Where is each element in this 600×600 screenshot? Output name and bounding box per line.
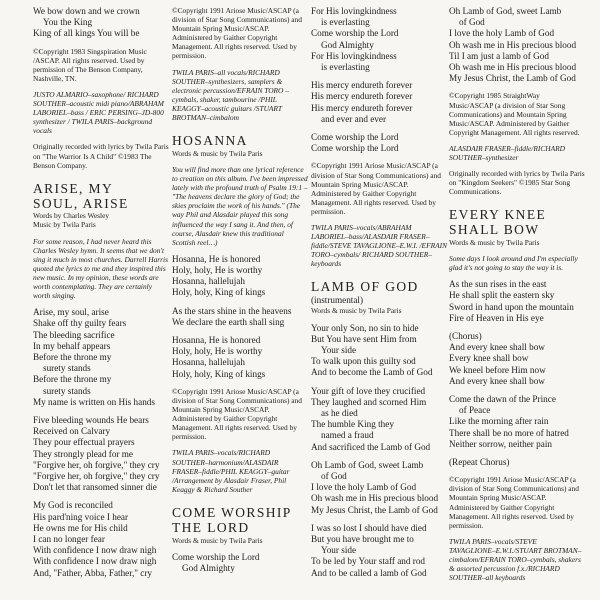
lyric-line: Come worship the Lord (311, 132, 399, 143)
spacer (33, 493, 169, 500)
spacer (311, 453, 447, 460)
lyric-line: My Jesus Christ, the Lamb of God (449, 73, 576, 84)
lyric-line: named a fraud (321, 430, 374, 441)
lyric-line: Oh wash me in His precious blood (311, 493, 439, 504)
lyric-line: His pard'ning voice I hear (33, 511, 129, 522)
credits-note: TWILA PARIS–vocals/STEVE TAVAGLIONE–E.W.I./STUART BROTMAN–cimbalom/EFRAIN TORO–cymbals, shakers & assorted percussion f.x./RICHARD SOUTHER–all keyboards (449, 536, 582, 583)
spacer (33, 170, 169, 182)
spacer (449, 162, 585, 169)
lyric-line: To be led by Your staff and rod (311, 556, 426, 567)
lyric-line: Sword in hand upon the mountain (449, 301, 574, 312)
spacer (172, 545, 308, 552)
lyric-line: Come the dawn of the Prince (449, 394, 556, 405)
lyric-line: (instrumental) (311, 295, 364, 306)
lyric-line: I love the holy Lamb of God (311, 482, 417, 493)
lyric-line: Til I am just a lamb of God (449, 50, 549, 61)
lyric-line: As the stars shine in the heavens (172, 305, 292, 316)
lyric-line: I was so lost I should have died (311, 522, 427, 533)
copyright-note: ©Copyright 1991 Ariose Music/ASCAP (a division of Star Song Communications) and Mountain Spring Music/ASCAP. Administered by Gaither Copyright Management. All rights reserved. Used by permission. (311, 161, 441, 216)
song-title: ARISE, MY (33, 180, 114, 196)
spacer (449, 387, 585, 394)
lyric-line: Holy, holy, King of kings (172, 368, 266, 379)
lyric-line: Every knee shall bow (449, 353, 529, 364)
spacer (172, 247, 308, 254)
spacer (449, 468, 585, 475)
lyric-line: Oh wash me in His precious blood (449, 39, 577, 50)
credits-note: For some reason, I had never heard this Charles Wesley hymn. It seems that we don't sing it much in most churches. Darrell Harris quoted the lyrics to me and they inspired this new music. In my opinion, these words are worth contemplating. They are certainly worth singing. (33, 236, 168, 301)
spacer (449, 84, 585, 91)
lyric-line: And, "Father, Abba, Father," cry (33, 567, 153, 578)
lyric-line: Holy, holy, He is worthy (172, 265, 263, 276)
song-title: THE LORD (172, 519, 250, 535)
lyric-line: And every knee shall bow (449, 342, 545, 353)
lyric-line: And sacrificed the Lamb of God (311, 441, 431, 452)
lyric-line: as he died (321, 407, 358, 418)
credits-note: Some days I look around and I'm especially glad it's not going to stay the way it is. (449, 254, 578, 273)
spacer (449, 530, 585, 537)
spacer (33, 40, 169, 47)
credits-note: TWILA PARIS–all vocals/RICHARD SOUTHER–synthesizers, samplers & electronic percussion/EFRAIN TORO –cymbals, shaker, tambourine /PHIL KEAGGY–acoustic guitars /STUART BROTMAN–cimbalom (172, 67, 289, 123)
lyric-line: Arise, my soul, arise (33, 307, 109, 318)
lyric-line: Neither sorrow, neither pain (449, 438, 552, 449)
song-title: LAMB OF GOD (311, 279, 419, 295)
lyric-line: Oh Lamb of God, sweet Lamb (311, 459, 424, 470)
lyric-line: Five bleeding wounds He bears (33, 415, 149, 425)
credits-note: JUSTO ALMARIO–saxophone/ RICHARD SOUTHER–acoustic midi piano/ABRAHAM LABORIEL–bass / ERIC PERSING–JD-800 synthesizer / TWILA PARIS–background vocals (33, 89, 164, 136)
lyric-line: surety stands (43, 363, 91, 374)
lyric-line: is everlasting (321, 62, 370, 73)
spacer (172, 380, 308, 387)
lyric-line: We declare the earth shall sing (172, 316, 285, 327)
lyric-line: The humble King they (311, 419, 394, 430)
song-title: COME WORSHIP (172, 504, 292, 520)
lyric-line: and ever and ever (321, 113, 387, 124)
spacer (33, 408, 169, 415)
lyric-line: Come worship the Lord (311, 143, 399, 154)
spacer (449, 324, 585, 331)
lyric-line: surety stands (43, 385, 91, 396)
copyright-note: Music by Twila Paris (33, 220, 96, 230)
column-1 (33, 6, 169, 579)
lyric-line: Your side (321, 545, 357, 556)
copyright-note: ©Copyright 1991 Ariose Music/ASCAP (a division of Star Song Communications) and Mountain Spring Music/ASCAP. Administered by Gaither Copyright Management. All rights reserved. Used by permission. (172, 6, 302, 61)
lyric-line: Hosanna, He is honored (172, 335, 261, 346)
lyric-line: The bleeding sacrifice (33, 329, 115, 340)
lyric-line: You the King (43, 17, 93, 28)
lyric-line: And every knee shall bow (449, 375, 545, 386)
song-title: SOUL, ARISE (33, 195, 129, 211)
copyright-note: ©Copyright 1991 Ariose Music/ASCAP (a division of Star Song Communications) and Mountain Spring Music/ASCAP. Administered by Gaither Copyright Management. All rights reserved. Used by permission. (449, 475, 579, 530)
lyric-line: There shall be no more of hatred (449, 427, 569, 438)
lyric-line: God Almighty (182, 562, 235, 573)
spacer (311, 125, 447, 132)
lyric-line: I love the holy Lamb of God (449, 28, 555, 39)
spacer (33, 300, 169, 307)
lyric-line: "Forgive her, oh forgive," they cry (33, 471, 160, 482)
lyric-line: Hosanna, He is honored (172, 253, 261, 264)
spacer (311, 73, 447, 80)
lyric-line: My Jesus Christ, the Lamb of God (311, 504, 438, 515)
spacer (311, 316, 447, 323)
copyright-note: ©Copyright 1985 StraightWay Music/ASCAP (a division of Star Song Communications) and Mountain Spring Music/ASCAP. Administered by Gaither Copyright Management. All rights reserved. (449, 91, 580, 137)
lyric-line: King of all kings You will be (33, 28, 140, 39)
spacer (33, 135, 169, 142)
lyric-line: But you have brought me to (311, 534, 414, 545)
lyric-line: As the sun rises in the east (449, 279, 547, 290)
lyric-line: Hosanna, hallelujah (172, 276, 245, 287)
copyright-note: Originally recorded with lyrics by Twila Paris on "The Warrior Is A Child" ©1983 The Benson Company. (33, 142, 169, 170)
lyric-line: We kneel before Him now (449, 364, 546, 375)
lyric-line: Come worship the Lord (311, 28, 399, 39)
lyric-line: To walk upon this guilty sod (311, 356, 416, 367)
lyric-line: Holy, holy, He is worthy (172, 346, 263, 357)
credits-note: You will find more than one lyrical reference to creation on this album. I've been impressed lately with the profound truth of Psalm 19:1 – "The heavens declare the glory of God; the skies proclaim the work of his hands." (The way Phil and Alasdair played this song influenced the way I sang it. And then, of course, Alasdair knew this traditional Scottish reel…) (172, 165, 308, 247)
lyric-line: He shall split the eastern sky (449, 290, 555, 301)
lyric-line: Before the throne my (33, 351, 112, 362)
spacer (172, 328, 308, 335)
lyric-line: They strongly plead for me (33, 448, 134, 459)
spacer (172, 441, 308, 448)
lyric-line: With confidence I now draw nigh (33, 545, 157, 556)
spacer (449, 272, 585, 279)
lyric-line: Oh Lamb of God, sweet Lamb (449, 6, 562, 16)
copyright-note: Words by Charles Wesley (33, 211, 110, 221)
lyric-line: His mercy endureth forever (311, 102, 413, 113)
song-title: SHALL BOW (449, 222, 540, 238)
lyric-line: (Chorus) (449, 331, 482, 342)
lyric-line: Your side (321, 344, 357, 355)
lyric-line: Received on Calvary (33, 426, 111, 437)
copyright-note: Words & music by Twila Paris (172, 148, 263, 158)
lyric-line: Your gift of love they crucified (311, 385, 426, 396)
copyright-note: Words & music by Twila Paris (172, 535, 263, 545)
lyric-line: "Forgive her, oh forgive," they cry (33, 459, 160, 470)
credits-note: ALASDAIR FRASER–fiddle/RICHARD SOUTHER–synthesizer (449, 143, 565, 162)
lyric-line: They laughed and scorned Him (311, 396, 427, 407)
lyric-line: Don't let that ransomed sinner die (33, 482, 157, 493)
lyric-line: God Almighty (321, 39, 374, 50)
credits-note: TWILA PARIS–vocals/RICHARD SOUTHER–harmonium/ALASDAIR FRASER–fiddle/PHIL KEAGGY–guitar /Arrangement by Alasdair Fraser, Phil Keaggy & Richard Souther (172, 448, 290, 494)
copyright-note: ©Copyright 1983 Singspiration Music /ASCAP. All rights reserved. Used by permission of The Benson Company, Nashville, TN. (33, 46, 147, 83)
spacer (172, 61, 308, 68)
lyric-line: Your only Son, no sin to hide (311, 322, 419, 333)
lyric-line: And to become the Lamb of God (311, 367, 433, 378)
lyric-line: He owns me for His child (33, 522, 128, 533)
lyric-line: His mercy endureth forever (311, 91, 413, 102)
column-2 (172, 6, 308, 574)
spacer (33, 83, 169, 90)
column-3 (311, 6, 447, 579)
lyric-line: Holy, holy, King of kings (172, 287, 266, 298)
spacer (449, 247, 585, 254)
lyric-line: In my behalf appears (33, 340, 111, 351)
spacer (311, 154, 447, 161)
lyric-line: is everlasting (321, 17, 370, 28)
copyright-note: ©Copyright 1991 Ariose Music/ASCAP (a division of Star Song Communications) and Mountain Spring Music/ASCAP. Administered by Gaither Copyright Management. All rights reserved. Used by permission. (172, 386, 302, 442)
lyric-line: Come worship the Lord (172, 551, 260, 562)
copyright-note: Originally recorded with lyrics by Twila Paris on "Kingdom Seekers" ©1985 Star Song Communications. (449, 169, 585, 197)
lyric-line: We bow down and we crown (33, 6, 140, 16)
credits-note: TWILA PARIS–vocals/ABRAHAM LABORIEL–bass/ALASDAIR FRASER–fiddle/STEVE TAVAGLIONE–E.W.I. /EFRAIN TORO–cymbals/ RICHARD SOUTHER–keyboards (311, 223, 447, 269)
lyric-line: For His lovingkindness (311, 50, 397, 61)
lyric-line: Hosanna, hallelujah (172, 357, 245, 368)
spacer (311, 379, 447, 386)
copyright-note: Words & music by Twila Paris (311, 306, 402, 316)
spacer (311, 216, 447, 223)
spacer (449, 450, 585, 457)
copyright-note: Words & music by Twila Paris (449, 237, 540, 247)
lyric-line: But You have sent Him from (311, 333, 417, 344)
song-title: HOSANNA (172, 133, 248, 149)
lyric-line: I can no longer fear (33, 534, 105, 545)
spacer (449, 137, 585, 144)
lyric-line: My name is written on His hands (33, 396, 155, 407)
lyric-line: Fire of Heaven in His eye (449, 312, 544, 323)
spacer (172, 158, 308, 165)
lyric-line: of God (459, 17, 485, 28)
lyric-line: For His lovingkindness (311, 6, 397, 16)
lyric-line: (Repeat Chorus) (449, 457, 510, 468)
lyric-line: My God is reconciled (33, 500, 113, 511)
lyric-line: of Peace (459, 405, 491, 416)
column-4 (449, 6, 585, 582)
spacer (172, 299, 308, 306)
lyric-line: Shake off thy guilty fears (33, 318, 127, 329)
lyric-line: His mercy endureth forever (311, 80, 413, 91)
lyric-line: Like the morning after rain (449, 416, 549, 427)
spacer (311, 516, 447, 523)
spacer (33, 230, 169, 237)
lyric-line: With confidence I now draw nigh (33, 556, 157, 567)
song-title: EVERY KNEE (449, 207, 547, 223)
lyric-line: of God (321, 471, 347, 481)
lyric-line: They pour effectual prayers (33, 437, 135, 448)
lyric-line: Oh wash me in His precious blood (449, 62, 577, 73)
lyric-line: Before the throne my (33, 374, 112, 385)
lyric-line: And to be called a lamb of God (311, 567, 427, 578)
